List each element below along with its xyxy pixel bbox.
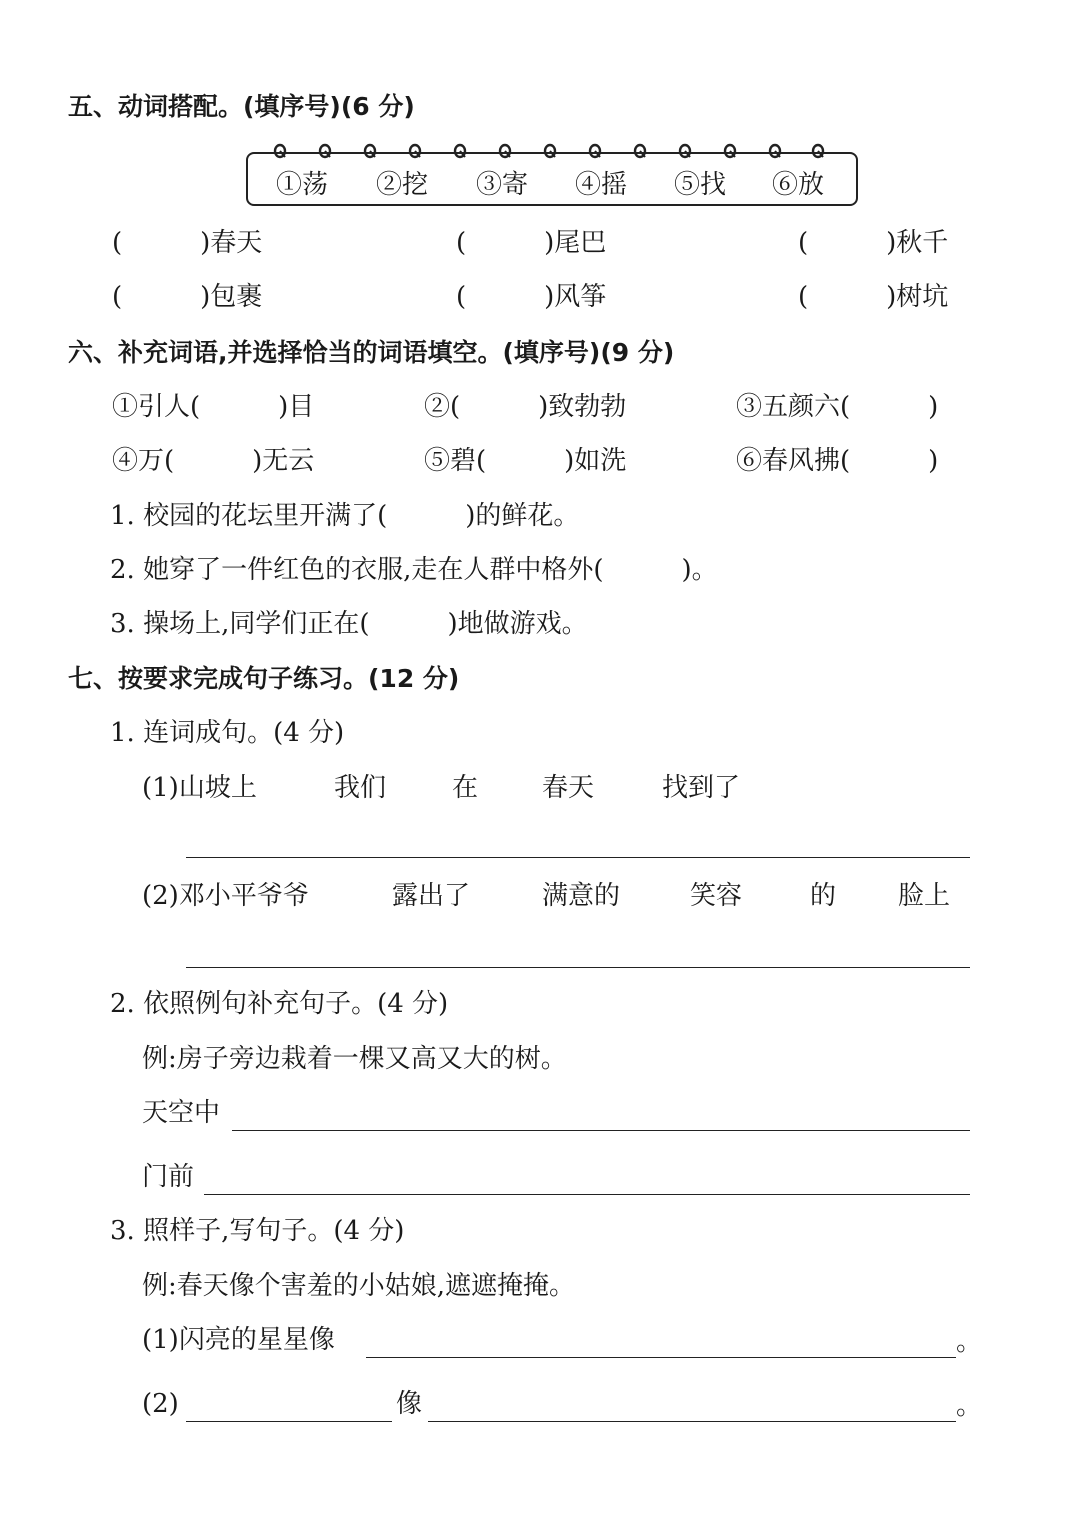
- blank-package[interactable]: ( )包裹: [112, 282, 263, 312]
- q1-item2-label: (2)邓小平爷爷: [142, 881, 309, 911]
- answer-line[interactable]: [186, 1421, 392, 1422]
- blank-tree-pit[interactable]: ( )树坑: [798, 282, 949, 312]
- q3-prompt-2-label: (2): [142, 1389, 179, 1419]
- binder-ring-icon: [498, 143, 512, 159]
- binder-ring-icon: [588, 143, 602, 159]
- option-2: ②挖: [376, 170, 429, 200]
- q1-item2-word: 笑容: [690, 881, 743, 911]
- q1-item1-word: 找到了: [662, 773, 741, 803]
- q2-example: 例:房子旁边栽着一棵又高又大的树。: [142, 1044, 567, 1074]
- answer-line[interactable]: [186, 967, 970, 968]
- q3-prompt-1: (1)闪亮的星星像: [142, 1325, 335, 1355]
- binder-ring-icon: [318, 143, 332, 159]
- q1-item2-word: 脸上: [898, 881, 951, 911]
- answer-line[interactable]: [186, 857, 970, 858]
- blank-kite[interactable]: ( )风筝: [456, 282, 607, 312]
- option-4: ④摇: [575, 170, 628, 200]
- word-6[interactable]: ⑥春风拂( ): [736, 446, 939, 476]
- binder-ring-icon: [363, 143, 377, 159]
- q2-title: 2. 依照例句补充句子。(4 分): [110, 989, 449, 1019]
- q1-item2-word: 露出了: [392, 881, 471, 911]
- option-6: ⑥放: [772, 170, 825, 200]
- q3-title: 3. 照样子,写句子。(4 分): [110, 1216, 405, 1246]
- binder-ring-icon: [273, 143, 287, 159]
- binder-ring-icon: [543, 143, 557, 159]
- fill-sentence-1[interactable]: 1. 校园的花坛里开满了( )的鲜花。: [110, 501, 580, 531]
- q1-item2-word: 满意的: [542, 881, 621, 911]
- word-4[interactable]: ④万( )无云: [112, 446, 315, 476]
- section5-title: 五、动词搭配。(填序号)(6 分): [68, 92, 415, 121]
- q2-prompt-door: 门前: [142, 1162, 195, 1192]
- word-2[interactable]: ②( )致勃勃: [424, 392, 627, 422]
- q2-prompt-sky: 天空中: [142, 1098, 221, 1128]
- period-mark: 。: [956, 1327, 983, 1357]
- binder-ring-icon: [408, 143, 422, 159]
- q1-title: 1. 连词成句。(4 分): [110, 718, 345, 748]
- fill-sentence-2[interactable]: 2. 她穿了一件红色的衣服,走在人群中格外( )。: [110, 555, 718, 585]
- binder-ring-icon: [678, 143, 692, 159]
- option-box: [246, 152, 858, 206]
- period-mark: 。: [956, 1391, 983, 1421]
- section6-title: 六、补充词语,并选择恰当的词语填空。(填序号)(9 分): [68, 338, 675, 367]
- fill-sentence-3[interactable]: 3. 操场上,同学们正在( )地做游戏。: [110, 609, 588, 639]
- binder-ring-icon: [811, 143, 825, 159]
- option-3: ③寄: [476, 170, 529, 200]
- binder-ring-icon: [723, 143, 737, 159]
- answer-line[interactable]: [204, 1194, 970, 1195]
- blank-spring[interactable]: ( )春天: [112, 228, 263, 258]
- answer-line[interactable]: [232, 1130, 970, 1131]
- blank-swing[interactable]: ( )秋千: [798, 228, 949, 258]
- answer-line[interactable]: [428, 1421, 956, 1422]
- q1-item1-word: 我们: [334, 773, 387, 803]
- q1-item1-word: 春天: [542, 773, 595, 803]
- q1-item1-word: 在: [452, 773, 479, 803]
- binder-ring-icon: [768, 143, 782, 159]
- q1-item2-word: 的: [810, 881, 837, 911]
- option-1: ①荡: [276, 170, 329, 200]
- section7-title: 七、按要求完成句子练习。(12 分): [68, 664, 460, 693]
- word-1[interactable]: ①引人( )目: [112, 392, 315, 422]
- word-3[interactable]: ③五颜六( ): [736, 392, 939, 422]
- option-5: ⑤找: [674, 170, 727, 200]
- blank-tail[interactable]: ( )尾巴: [456, 228, 607, 258]
- q3-prompt-2-like: 像: [396, 1389, 423, 1419]
- binder-ring-icon: [453, 143, 467, 159]
- answer-line[interactable]: [366, 1357, 956, 1358]
- binder-ring-icon: [633, 143, 647, 159]
- q1-item1-label: (1)山坡上: [142, 773, 257, 803]
- word-5[interactable]: ⑤碧( )如洗: [424, 446, 627, 476]
- q3-example: 例:春天像个害羞的小姑娘,遮遮掩掩。: [142, 1271, 576, 1301]
